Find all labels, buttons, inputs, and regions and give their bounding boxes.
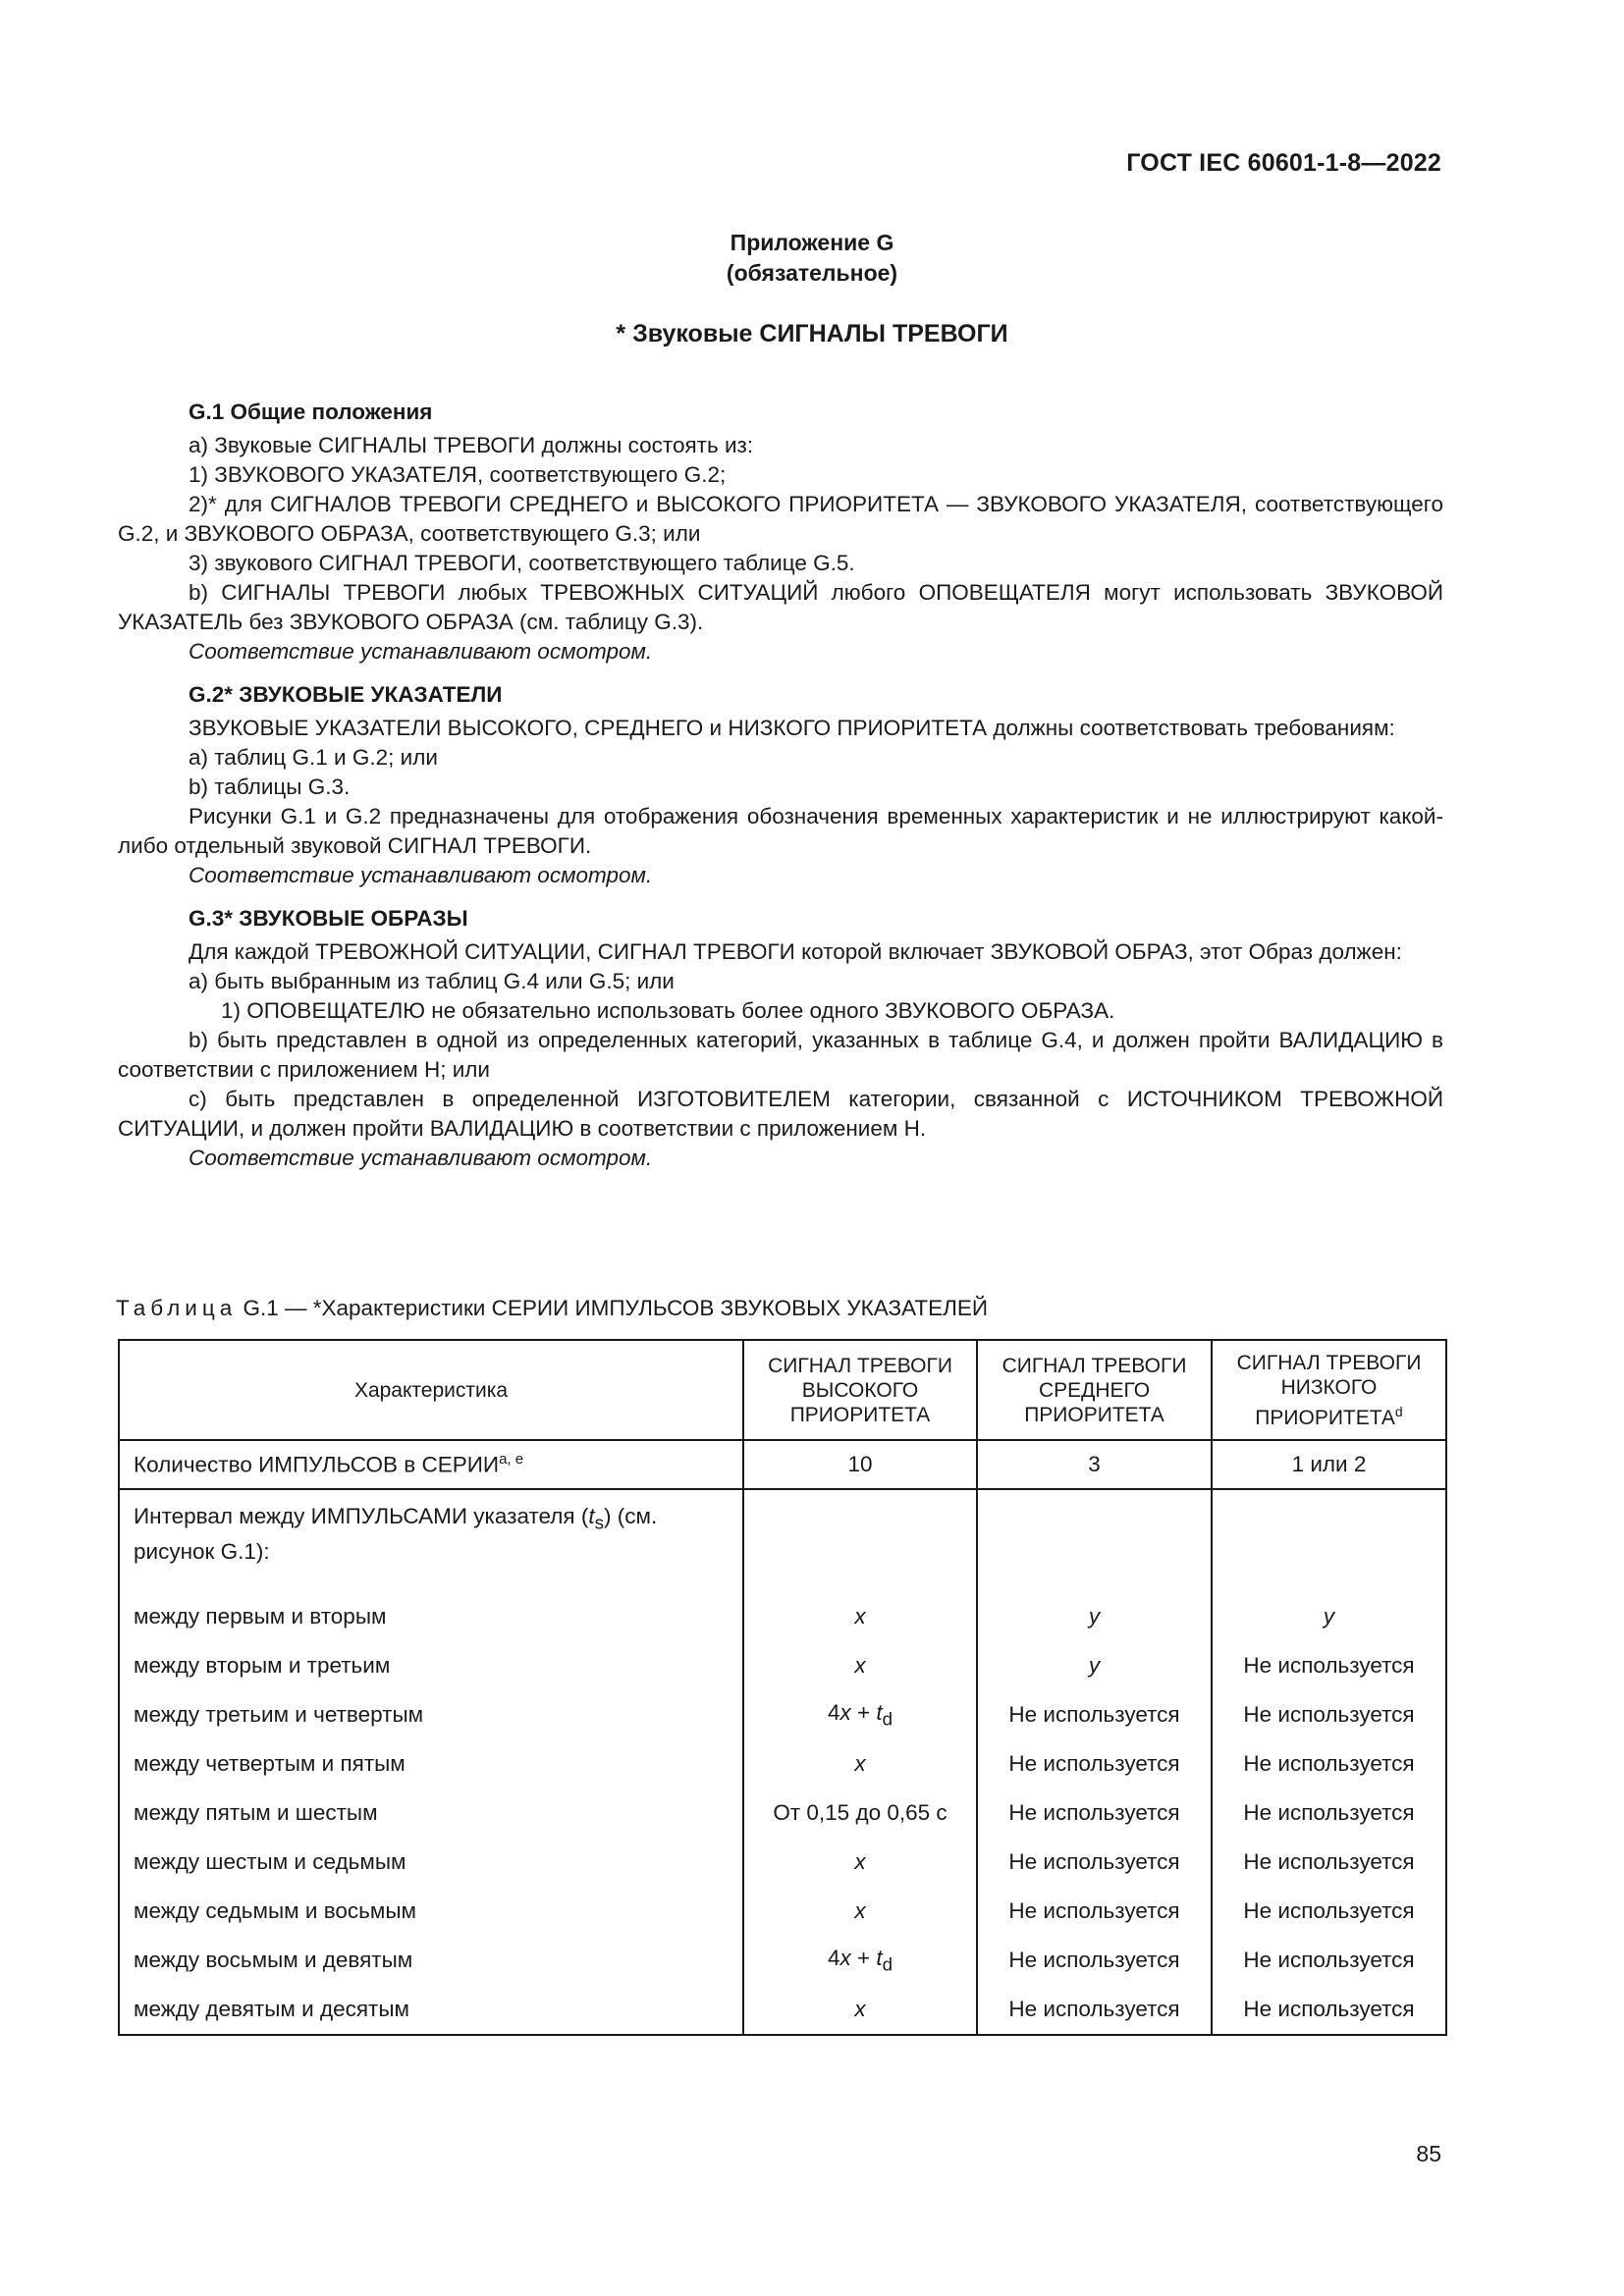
cell-empty (743, 1489, 977, 1592)
variable-value: x (854, 1849, 866, 1874)
table-caption-word: Таблица (116, 1296, 238, 1320)
cell-medium (977, 1592, 1212, 1641)
table-row (119, 1690, 1446, 1739)
row-label: между четвертым и пятым (119, 1739, 743, 1789)
table-row (119, 1440, 1446, 1489)
table-g1 (118, 1339, 1447, 2036)
variable-value: x (854, 1751, 866, 1776)
row-label: между первым и вторым (119, 1592, 743, 1641)
paragraph: a) таблиц G.1 и G.2; или (189, 745, 438, 770)
annex-label: Приложение G (730, 230, 894, 255)
standard-code: ГОСТ IEC 60601-1-8—2022 (1126, 149, 1441, 177)
cell-medium: Не используется (977, 1690, 1212, 1739)
paragraph: ЗВУКОВЫЕ УКАЗАТЕЛИ ВЫСОКОГО, СРЕДНЕГО и НИЗКОГО ПРИОРИТЕТА должны соответствовать требованиям: (189, 716, 1395, 740)
cell-medium: 3 (977, 1440, 1212, 1489)
formula-part: 4 (827, 1699, 840, 1725)
section-g1-heading: G.1 Общие положения (189, 400, 433, 424)
table-row (119, 1936, 1446, 1985)
table-row (119, 1739, 1446, 1789)
table-row (119, 1838, 1446, 1887)
table-row (119, 1887, 1446, 1936)
table-row (119, 1489, 1446, 1592)
row-label: между вторым и третьим (119, 1641, 743, 1690)
formula-part: d (882, 1953, 893, 1975)
paragraph: b) таблицы G.3. (189, 774, 351, 799)
table-caption-text: G.1 — *Характеристики СЕРИИ ИМПУЛЬСОВ ЗВУКОВЫХ УКАЗАТЕЛЕЙ (243, 1296, 989, 1320)
formula-part: t (876, 1699, 883, 1725)
cell-medium: Не используется (977, 1887, 1212, 1936)
cell-low: Не используется (1212, 1789, 1446, 1838)
cell-empty (977, 1489, 1212, 1592)
cell-high (743, 1592, 977, 1641)
paragraph: 1) ЗВУКОВОГО УКАЗАТЕЛЯ, соответствующего G.2; (189, 462, 727, 487)
cell-low: 1 или 2 (1212, 1440, 1446, 1489)
compliance-note: Соответствие устанавливают осмотром. (189, 639, 653, 664)
cell-low: Не используется (1212, 1838, 1446, 1887)
paragraph: c) быть представлен в определенной ИЗГОТОВИТЕЛЕМ категории, связанной с ИСТОЧНИКОМ ТРЕВОЖНОЙ СИТУАЦИИ, и должен пройти ВАЛИДАЦИЮ в соответствии с приложением H. (118, 1087, 1443, 1141)
cell-high (743, 1985, 977, 2035)
interval-label (119, 1489, 743, 1592)
pulse-count-label: Количество ИМПУЛЬСОВ в СЕРИИ (134, 1452, 500, 1477)
row-label (119, 1440, 743, 1489)
cell-high (743, 1887, 977, 1936)
row-label: между седьмым и восьмым (119, 1887, 743, 1936)
annex-status: (обязательное) (726, 260, 898, 286)
cell-low: Не используется (1212, 1690, 1446, 1739)
table-row (119, 1592, 1446, 1641)
section-g3-heading: G.3* ЗВУКОВЫЕ ОБРАЗЫ (189, 906, 468, 931)
cell-high: От 0,15 до 0,65 с (743, 1789, 977, 1838)
formula-part: x (839, 1945, 851, 1970)
body-text (118, 398, 1443, 1173)
cell-medium: Не используется (977, 1739, 1212, 1789)
cell-low: Не используется (1212, 1985, 1446, 2035)
cell-low: Не используется (1212, 1739, 1446, 1789)
table-row (119, 1985, 1446, 2035)
variable-value: y (1323, 1604, 1335, 1629)
variable-value: x (854, 1653, 866, 1678)
header-high-priority: СИГНАЛ ТРЕВОГИ ВЫСОКОГО ПРИОРИТЕТА (743, 1340, 977, 1440)
paragraph: a) быть выбранным из таблиц G.4 или G.5; или (189, 969, 675, 993)
paragraph: 3) звукового СИГНАЛ ТРЕВОГИ, соответствующего таблице G.5. (189, 551, 855, 575)
cell-medium: Не используется (977, 1789, 1212, 1838)
paragraph: Рисунки G.1 и G.2 предназначены для отображения обозначения временных характеристик и не иллюстрируют какой-либо отдельный звуковой СИГНАЛ ТРЕВОГИ. (118, 804, 1443, 858)
cell-high (743, 1838, 977, 1887)
variable-value: y (1088, 1653, 1101, 1678)
variable-value: x (854, 1997, 866, 2021)
cell-high: 10 (743, 1440, 977, 1489)
interval-label-pre: Интервал между ИМПУЛЬСАМИ указателя ( (134, 1504, 589, 1528)
table-caption (116, 1296, 988, 1321)
interval-label-post: ) (см. рисунок G.1): (134, 1504, 658, 1564)
paragraph: b) быть представлен в одной из определенных категорий, указанных в таблице G.4, и должен пройти ВАЛИДАЦИЮ в соответствии с приложением H; или (118, 1028, 1443, 1082)
cell-medium: Не используется (977, 1936, 1212, 1985)
cell-low (1212, 1592, 1446, 1641)
cell-empty (1212, 1489, 1446, 1592)
cell-high (743, 1690, 977, 1739)
paragraph: 2)* для СИГНАЛОВ ТРЕВОГИ СРЕДНЕГО и ВЫСОКОГО ПРИОРИТЕТА — ЗВУКОВОГО УКАЗАТЕЛЯ, соответствующего G.2, и ЗВУКОВОГО ОБРАЗА, соответствующего G.3; или (118, 492, 1443, 546)
cell-low: Не используется (1212, 1641, 1446, 1690)
section-g2-heading: G.2* ЗВУКОВЫЕ УКАЗАТЕЛИ (189, 682, 503, 707)
row-label: между третьим и четвертым (119, 1690, 743, 1739)
variable-value: x (854, 1604, 866, 1629)
row-label: между девятым и десятым (119, 1985, 743, 2035)
header-low-priority-text: СИГНАЛ ТРЕВОГИ НИЗКОГО ПРИОРИТЕТА (1236, 1351, 1422, 1429)
paragraph: Для каждой ТРЕВОЖНОЙ СИТУАЦИИ, СИГНАЛ ТРЕВОГИ которой включает ЗВУКОВОЙ ОБРАЗ, этот Образ должен: (189, 939, 1402, 964)
formula-part: x (839, 1699, 851, 1725)
table-row (119, 1789, 1446, 1838)
compliance-note: Соответствие устанавливают осмотром. (189, 1146, 653, 1170)
interval-subscript: s (594, 1512, 604, 1533)
row-label: между пятым и шестым (119, 1789, 743, 1838)
cell-high (743, 1641, 977, 1690)
cell-low: Не используется (1212, 1936, 1446, 1985)
header-low-priority (1212, 1340, 1446, 1440)
table-row (119, 1641, 1446, 1690)
cell-medium (977, 1641, 1212, 1690)
variable-value: y (1088, 1604, 1101, 1629)
cell-high (743, 1739, 977, 1789)
footnote-marker: d (1394, 1403, 1403, 1419)
table-header-row (119, 1340, 1446, 1440)
page-number: 85 (1416, 2141, 1441, 2166)
cell-low: Не используется (1212, 1887, 1446, 1936)
cell-high (743, 1936, 977, 1985)
paragraph: b) СИГНАЛЫ ТРЕВОГИ любых ТРЕВОЖНЫХ СИТУАЦИЙ любого ОПОВЕЩАТЕЛЯ могут использовать ЗВУКОВОЙ УКАЗАТЕЛЬ без ЗВУКОВОГО ОБРАЗА (см. таблицу G.3). (118, 580, 1443, 634)
paragraph: a) Звуковые СИГНАЛЫ ТРЕВОГИ должны состоять из: (189, 433, 754, 457)
formula-part: d (882, 1708, 893, 1730)
annex-title (0, 228, 1624, 289)
interval-rows (119, 1592, 1446, 2035)
paragraph: 1) ОПОВЕЩАТЕЛЮ не обязательно использовать более одного ЗВУКОВОГО ОБРАЗА. (221, 998, 1115, 1023)
footnote-marker: a, e (499, 1451, 524, 1468)
annex-main-title: * Звуковые СИГНАЛЫ ТРЕВОГИ (616, 320, 1008, 347)
cell-medium: Не используется (977, 1838, 1212, 1887)
cell-medium: Не используется (977, 1985, 1212, 2035)
row-label: между шестым и седьмым (119, 1838, 743, 1887)
variable-value: x (854, 1898, 866, 1923)
formula-part: + (850, 1945, 877, 1970)
row-label: между восьмым и девятым (119, 1936, 743, 1985)
interval-variable: t (588, 1504, 595, 1528)
formula-part: t (876, 1945, 883, 1970)
header-medium-priority: СИГНАЛ ТРЕВОГИ СРЕДНЕГО ПРИОРИТЕТА (977, 1340, 1212, 1440)
formula-part: + (850, 1699, 877, 1725)
header-characteristic: Характеристика (119, 1340, 743, 1440)
compliance-note: Соответствие устанавливают осмотром. (189, 863, 653, 887)
formula-part: 4 (827, 1945, 840, 1970)
